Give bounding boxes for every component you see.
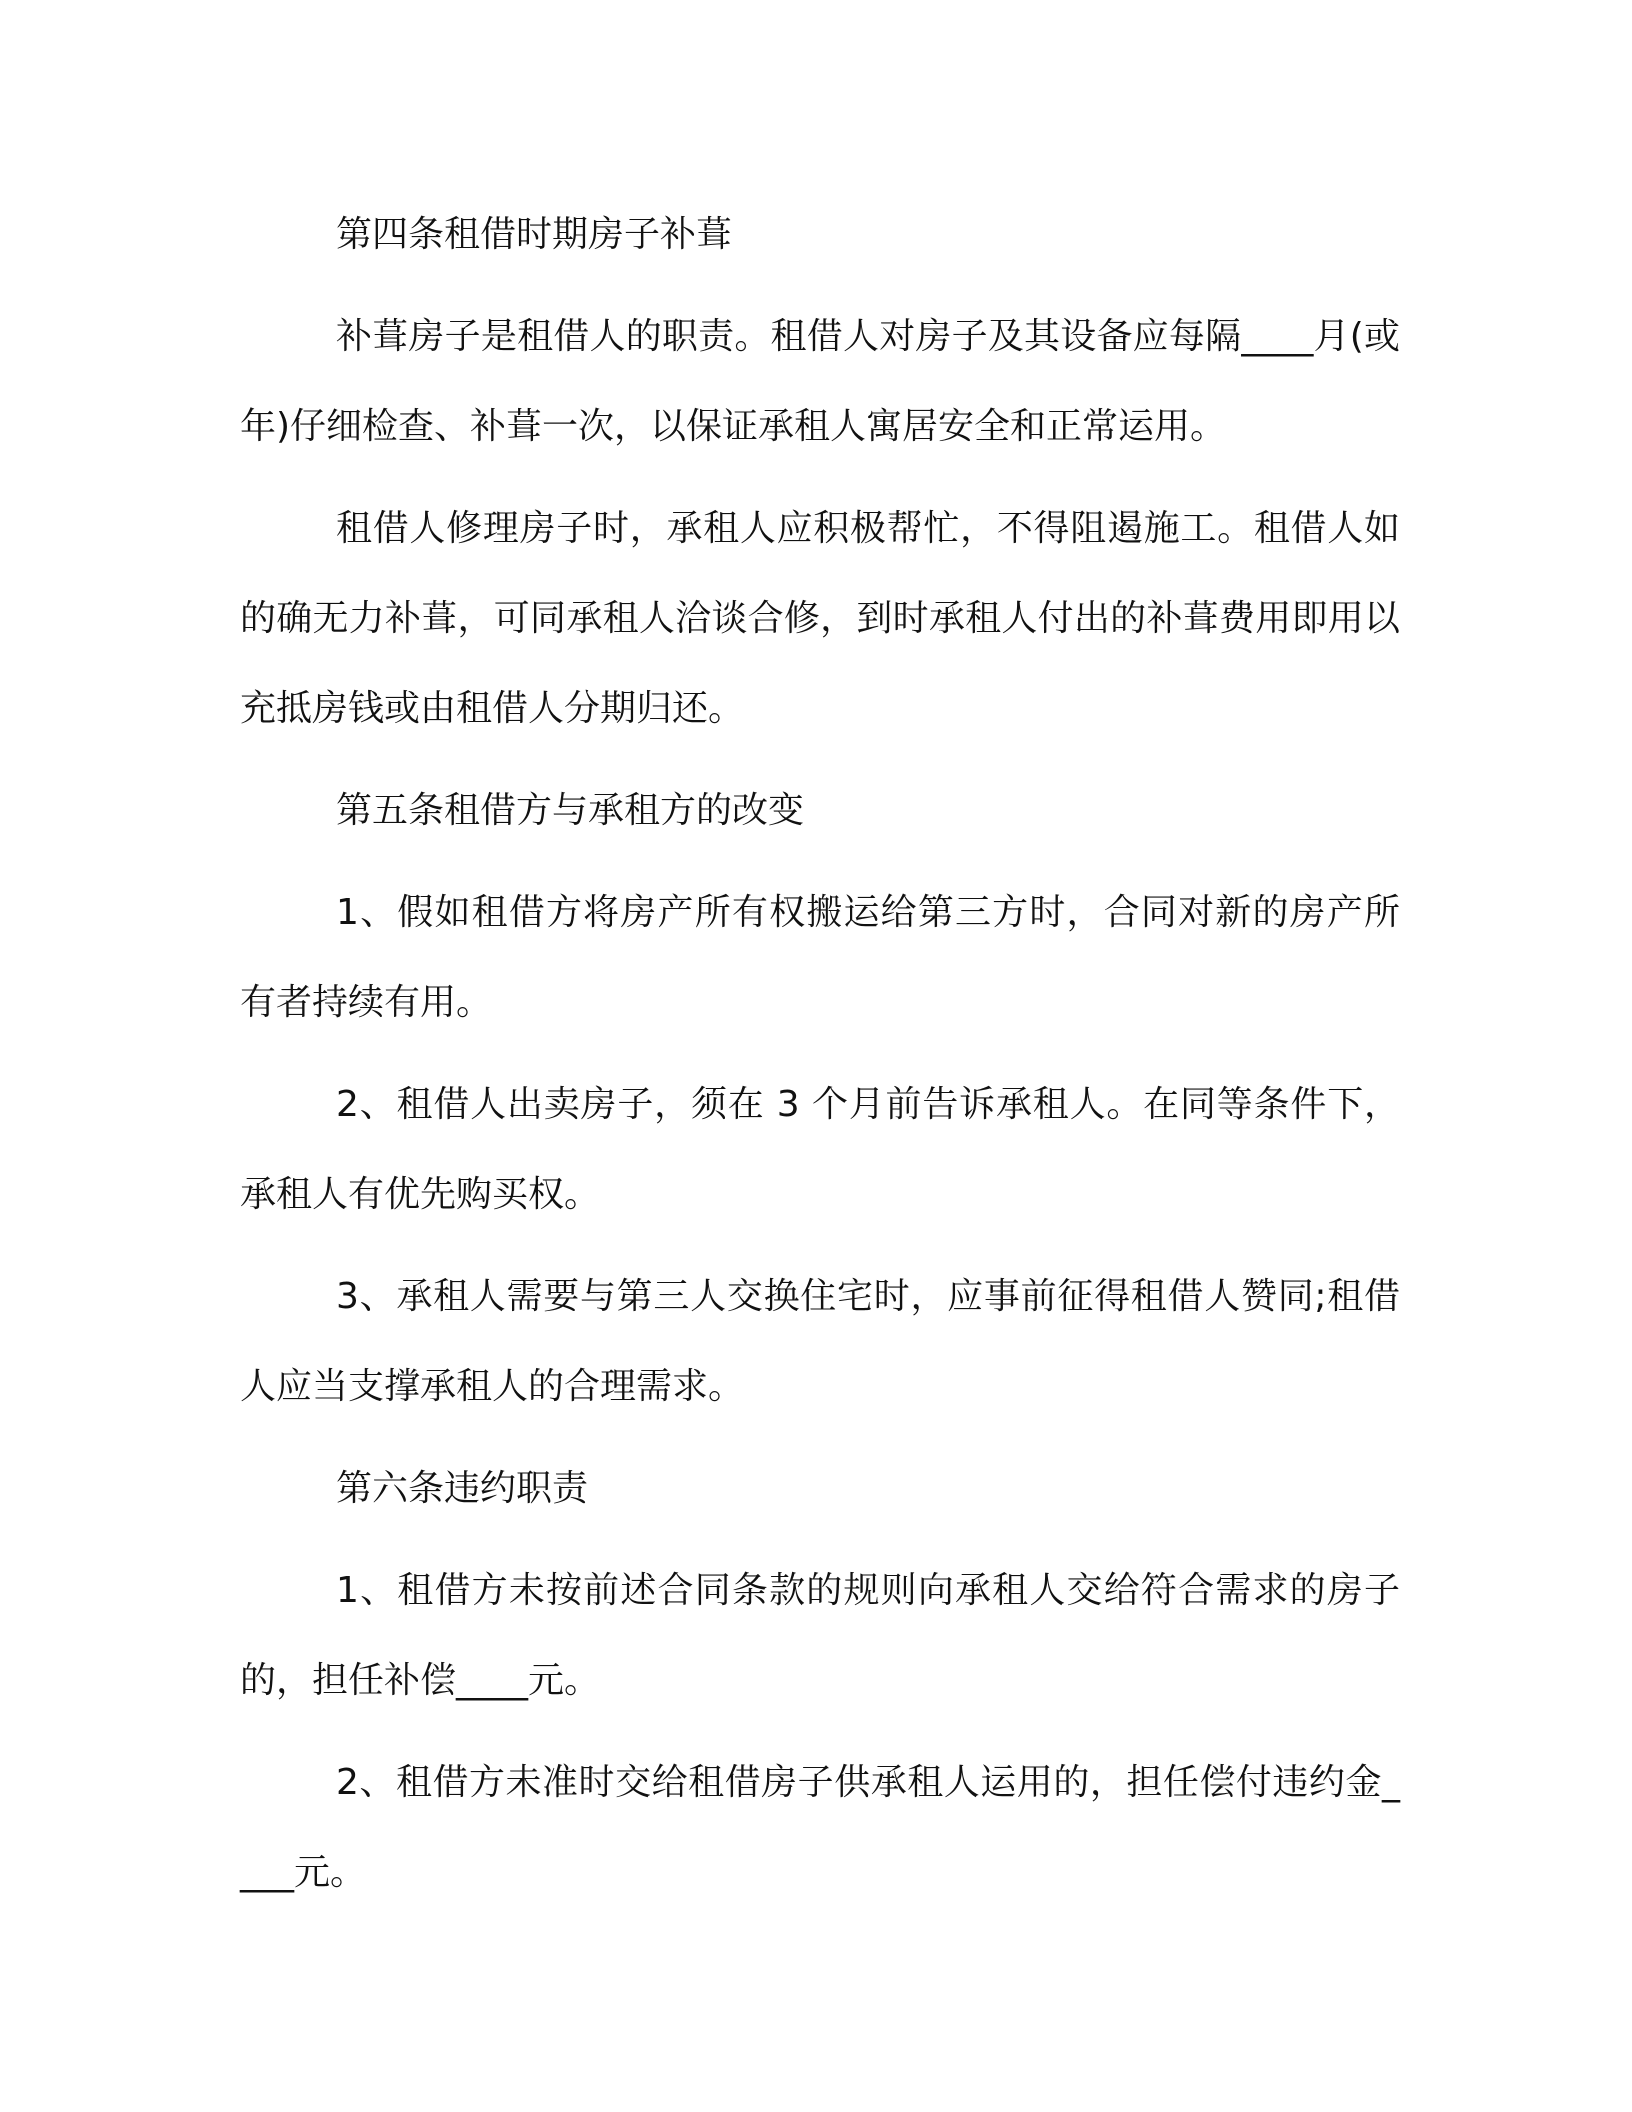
document-body [240,190,1400,1918]
article-4-paragraph-2: 租借人修理房子时，承租人应积极帮忙，不得阻遏施工。租借人如的确无力补葺，可同承租人洽谈合修，到时承租人付出的补葺费用即用以充抵房钱或由租借人分期归还。 [240,508,1400,729]
article-4-heading: 第四条租借时期房子补葺 [336,214,733,255]
article-6-heading: 第六条违约职责 [336,1468,589,1509]
article-5-item-3: 3、承租人需要与第三人交换住宅时，应事前征得租借人赞同;租借人应当支撑承租人的合理需求。 [240,1276,1400,1407]
article-5-item-2: 2、租借人出卖房子，须在 3 个月前告诉承租人。在同等条件下，承租人有优先购买权。 [240,1084,1400,1215]
article-6-item-1: 1、租借方未按前述合同条款的规则向承租人交给符合需求的房子的，担任补偿____元。 [240,1570,1400,1701]
article-4-paragraph-1: 补葺房子是租借人的职责。租借人对房子及其设备应每隔____月(或年)仔细检查、补葺一次，以保证承租人寓居安全和正常运用。 [240,316,1400,447]
article-5-item-1: 1、假如租借方将房产所有权搬运给第三方时，合同对新的房产所有者持续有用。 [240,892,1400,1023]
article-5-heading: 第五条租借方与承租方的改变 [336,790,805,831]
article-6-item-2: 2、租借方未准时交给租借房子供承租人运用的，担任偿付违约金____元。 [240,1762,1400,1893]
